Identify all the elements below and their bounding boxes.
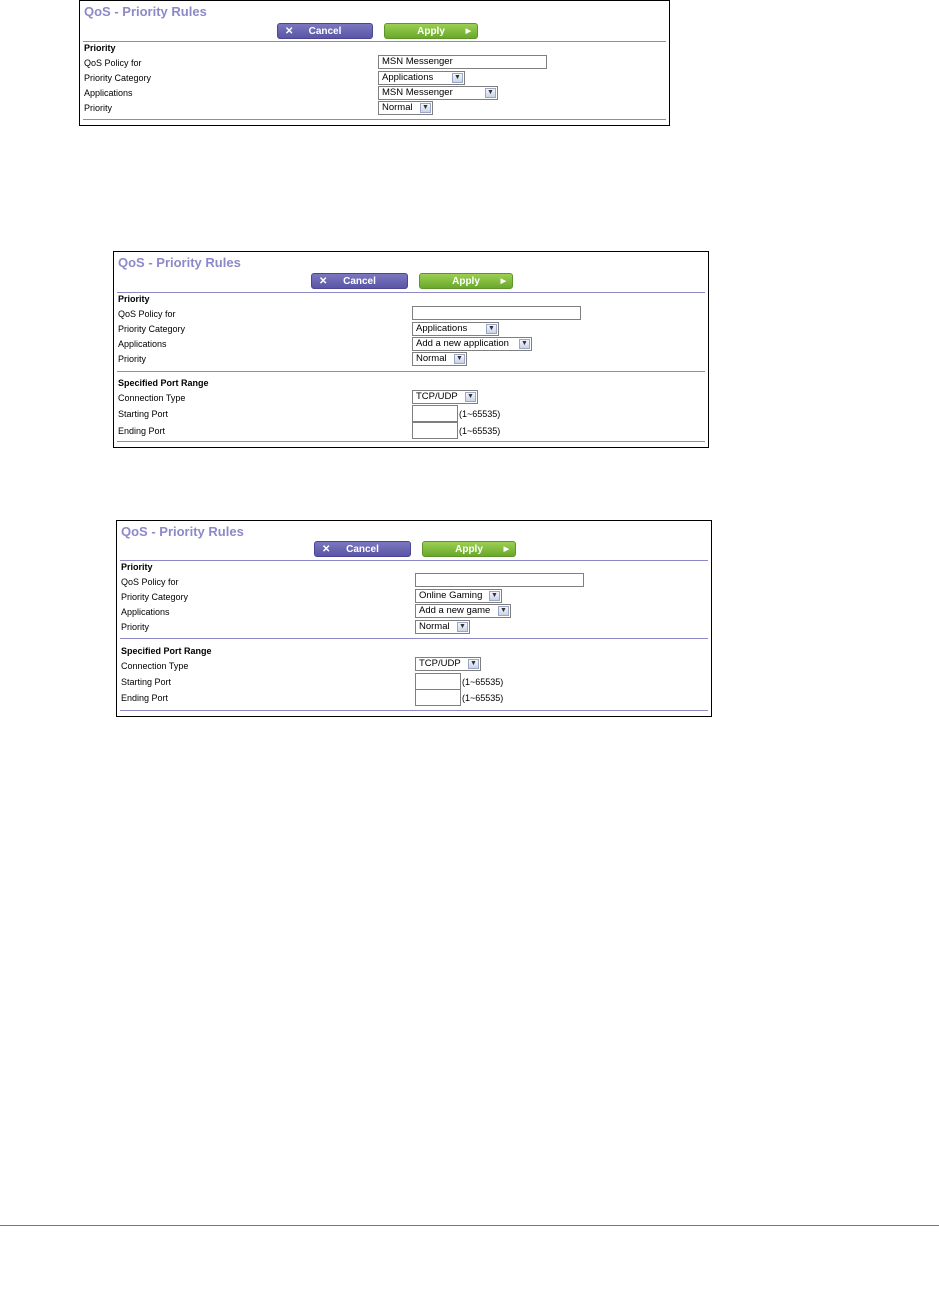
priority-category-label: Priority Category [84,73,152,83]
starting-port-input[interactable] [412,405,458,422]
chevron-down-icon: ▼ [519,339,530,349]
qos-policy-label: QoS Policy for [121,577,179,587]
section-heading-priority: Priority [121,562,153,572]
qos-policy-input[interactable] [412,306,581,320]
apply-button[interactable]: Apply ▶ [422,541,516,557]
section-heading-port-range: Specified Port Range [121,646,212,656]
chevron-down-icon: ▼ [498,606,509,616]
section-heading-port-range: Specified Port Range [118,378,209,388]
starting-port-label: Starting Port [118,409,169,419]
port-range-hint: (1~65535) [459,426,501,436]
port-range-hint: (1~65535) [462,677,504,687]
starting-port-input[interactable] [415,673,461,690]
chevron-down-icon: ▼ [486,324,497,334]
ending-port-label: Ending Port [121,693,169,703]
divider [117,441,705,442]
divider [120,560,708,561]
arrow-right-icon: ▶ [465,28,471,35]
connection-type-select[interactable]: TCP/UDP ▼ [415,657,481,671]
cancel-button[interactable]: ✕ Cancel [311,273,408,289]
qos-priority-rules-panel-2 [113,251,709,448]
section-heading-priority: Priority [84,43,116,53]
cancel-button[interactable]: ✕ Cancel [277,23,373,39]
arrow-right-icon: ▶ [500,278,506,285]
priority-category-label: Priority Category [118,324,186,334]
chevron-down-icon: ▼ [465,392,476,402]
qos-policy-input[interactable]: MSN Messenger [378,55,547,69]
divider [117,292,705,293]
divider [120,710,708,711]
ending-port-input[interactable] [412,422,458,439]
divider [117,371,705,372]
connection-type-label: Connection Type [118,393,186,403]
panel-title: QoS - Priority Rules [84,4,207,19]
footer-rule [0,1225,939,1226]
panel-title: QoS - Priority Rules [121,524,244,539]
close-icon: ✕ [285,26,294,37]
qos-priority-rules-panel-1 [79,0,670,126]
priority-category-select[interactable]: Online Gaming ▼ [415,589,502,603]
priority-select[interactable]: Normal ▼ [415,620,470,634]
close-icon: ✕ [322,544,331,555]
ending-port-input[interactable] [415,689,461,706]
priority-label: Priority [84,103,113,113]
chevron-down-icon: ▼ [468,659,479,669]
port-range-hint: (1~65535) [462,693,504,703]
priority-label: Priority [121,622,150,632]
chevron-down-icon: ▼ [454,354,465,364]
panel-title: QoS - Priority Rules [118,255,241,270]
arrow-right-icon: ▶ [503,546,509,553]
priority-select[interactable]: Normal ▼ [412,352,467,366]
applications-select[interactable]: Add a new game ▼ [415,604,511,618]
priority-label: Priority [118,354,147,364]
starting-port-label: Starting Port [121,677,172,687]
chevron-down-icon: ▼ [489,591,500,601]
apply-button[interactable]: Apply ▶ [419,273,513,289]
divider [120,638,708,639]
qos-policy-label: QoS Policy for [84,58,142,68]
divider [83,41,666,42]
connection-type-label: Connection Type [121,661,189,671]
cancel-button[interactable]: ✕ Cancel [314,541,411,557]
qos-policy-label: QoS Policy for [118,309,176,319]
ending-port-label: Ending Port [118,426,166,436]
divider [83,119,666,120]
connection-type-select[interactable]: TCP/UDP ▼ [412,390,478,404]
applications-label: Applications [84,88,133,98]
port-range-hint: (1~65535) [459,409,501,419]
qos-priority-rules-panel-3 [116,520,712,717]
qos-policy-input[interactable] [415,573,584,587]
applications-select[interactable]: Add a new application ▼ [412,337,532,351]
chevron-down-icon: ▼ [457,622,468,632]
chevron-down-icon: ▼ [452,73,463,83]
chevron-down-icon: ▼ [485,88,496,98]
apply-button[interactable]: Apply ▶ [384,23,478,39]
applications-label: Applications [118,339,167,349]
close-icon: ✕ [319,276,328,287]
priority-select[interactable]: Normal ▼ [378,101,433,115]
priority-category-label: Priority Category [121,592,189,602]
applications-select[interactable]: MSN Messenger ▼ [378,86,498,100]
section-heading-priority: Priority [118,294,150,304]
applications-label: Applications [121,607,170,617]
chevron-down-icon: ▼ [420,103,431,113]
priority-category-select[interactable]: Applications ▼ [412,322,499,336]
priority-category-select[interactable]: Applications ▼ [378,71,465,85]
